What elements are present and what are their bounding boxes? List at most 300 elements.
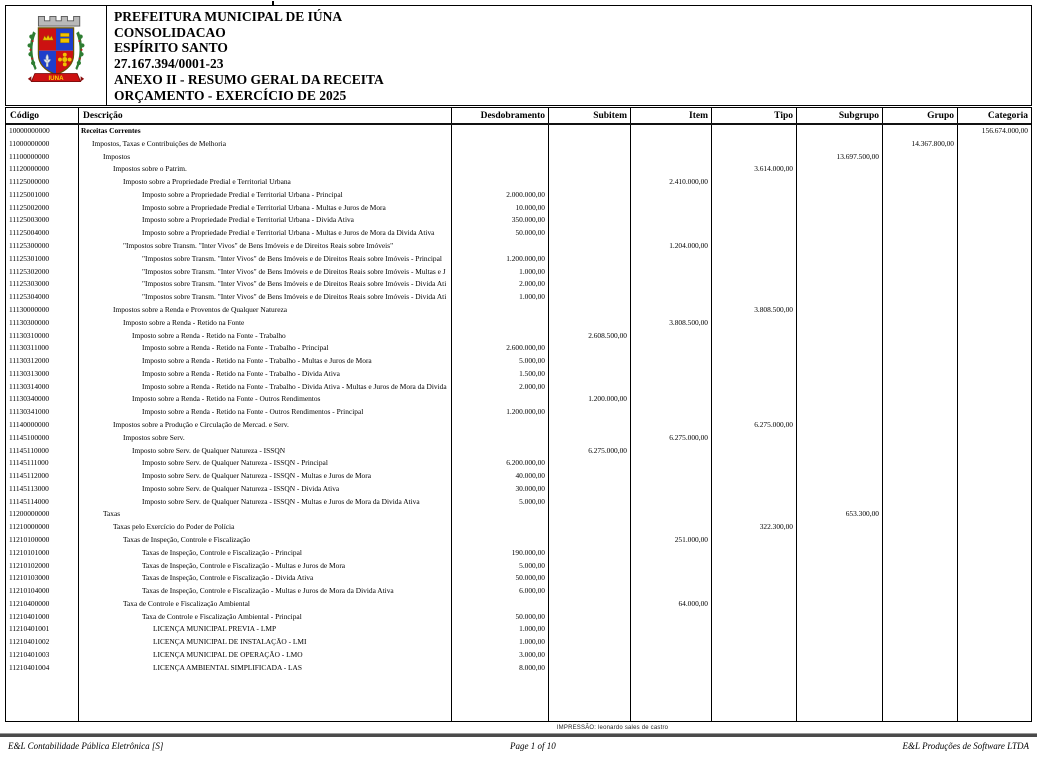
- row-grupo-value: [883, 368, 958, 381]
- row-descricao-cell: [79, 547, 452, 560]
- row-categoria-value: [958, 393, 1031, 406]
- row-descricao-cell: [79, 611, 452, 624]
- row-desdobramento-value: 50.000,00: [452, 611, 549, 624]
- table-row: [6, 598, 1031, 611]
- table-row: [6, 636, 1031, 649]
- row-categoria-value: [958, 534, 1031, 547]
- row-codigo: 11210401002: [6, 636, 79, 649]
- row-desdobramento-value: 5.000,00: [452, 496, 549, 509]
- row-grupo-value: [883, 432, 958, 445]
- row-subgrupo-value: [797, 636, 883, 649]
- row-descricao: Impostos sobre Serv.: [123, 432, 185, 442]
- row-subitem-value: [549, 266, 631, 279]
- row-tipo-value: [712, 317, 797, 330]
- row-descricao-cell: [79, 304, 452, 317]
- row-codigo: 11130340000: [6, 393, 79, 406]
- row-descricao: "Impostos sobre Transm. "Inter Vivos" de Bens Imóveis e de Direitos Reais sobre Imóveis - Multas e J: [142, 266, 446, 276]
- row-codigo: 11145112000: [6, 470, 79, 483]
- row-descricao-cell: [79, 125, 452, 138]
- row-grupo-value: [883, 176, 958, 189]
- row-categoria-value: [958, 266, 1031, 279]
- table-row: [6, 406, 1031, 419]
- row-grupo-value: [883, 304, 958, 317]
- column-header-subgrupo: Subgrupo: [797, 108, 883, 123]
- row-descricao-cell: [79, 419, 452, 432]
- row-subgrupo-value: [797, 406, 883, 419]
- row-desdobramento-value: [452, 163, 549, 176]
- row-subitem-value: [549, 342, 631, 355]
- row-subitem-value: [549, 176, 631, 189]
- row-item-value: [631, 278, 712, 291]
- row-codigo: 11210104000: [6, 585, 79, 598]
- row-tipo-value: [712, 649, 797, 662]
- row-desdobramento-value: [452, 317, 549, 330]
- row-codigo: 11100000000: [6, 151, 79, 164]
- row-categoria-value: [958, 214, 1031, 227]
- row-desdobramento-value: [452, 393, 549, 406]
- row-codigo: 11210102000: [6, 560, 79, 573]
- table-row: [6, 381, 1031, 394]
- table-row: [6, 457, 1031, 470]
- row-descricao-cell: [79, 138, 452, 151]
- table-row: [6, 138, 1031, 151]
- table-row: [6, 611, 1031, 624]
- row-desdobramento-value: [452, 151, 549, 164]
- row-descricao: LICENÇA MUNICIPAL DE INSTALAÇÃO - LMI: [153, 637, 307, 647]
- row-desdobramento-value: 2.600.000,00: [452, 342, 549, 355]
- table-row: [6, 317, 1031, 330]
- row-tipo-value: [712, 662, 797, 675]
- row-codigo: 11130313000: [6, 368, 79, 381]
- row-categoria-value: [958, 496, 1031, 509]
- table-row: [6, 291, 1031, 304]
- table-row: [6, 227, 1031, 240]
- row-tipo-value: [712, 636, 797, 649]
- row-desdobramento-value: 6.200.000,00: [452, 457, 549, 470]
- row-codigo: 11210103000: [6, 572, 79, 585]
- row-subgrupo-value: [797, 330, 883, 343]
- row-codigo: 11145113000: [6, 483, 79, 496]
- row-codigo: 11130311000: [6, 342, 79, 355]
- table-body: [6, 125, 1031, 721]
- row-item-value: [631, 202, 712, 215]
- row-desdobramento-value: [452, 534, 549, 547]
- table-row: [6, 355, 1031, 368]
- table-row: [6, 483, 1031, 496]
- empty-cell: [452, 675, 549, 721]
- table-header-row: [6, 108, 1031, 125]
- row-tipo-value: [712, 496, 797, 509]
- row-item-value: 2.410.000,00: [631, 176, 712, 189]
- row-descricao-cell: [79, 151, 452, 164]
- row-item-value: [631, 355, 712, 368]
- row-subitem-value: [549, 151, 631, 164]
- row-categoria-value: [958, 623, 1031, 636]
- row-grupo-value: [883, 496, 958, 509]
- row-codigo: 11120000000: [6, 163, 79, 176]
- row-subitem-value: [549, 470, 631, 483]
- row-descricao: Imposto sobre a Renda - Retido na Fonte - Outros Rendimentos: [132, 394, 321, 404]
- row-item-value: [631, 214, 712, 227]
- row-grupo-value: [883, 291, 958, 304]
- row-item-value: [631, 662, 712, 675]
- empty-cell: [797, 675, 883, 721]
- row-desdobramento-value: [452, 445, 549, 458]
- row-subgrupo-value: [797, 393, 883, 406]
- row-subitem-value: 1.200.000,00: [549, 393, 631, 406]
- table-row: [6, 496, 1031, 509]
- row-grupo-value: [883, 317, 958, 330]
- page-footer: [0, 741, 1037, 751]
- row-subgrupo-value: [797, 176, 883, 189]
- row-descricao-cell: [79, 381, 452, 394]
- row-desdobramento-value: 40.000,00: [452, 470, 549, 483]
- logo-cell: [6, 6, 107, 105]
- table-row: [6, 662, 1031, 675]
- empty-cell: [712, 675, 797, 721]
- row-grupo-value: [883, 214, 958, 227]
- row-codigo: 11130341000: [6, 406, 79, 419]
- row-subitem-value: [549, 636, 631, 649]
- row-item-value: [631, 649, 712, 662]
- row-subgrupo-value: [797, 291, 883, 304]
- row-categoria-value: [958, 278, 1031, 291]
- row-descricao: Imposto sobre a Propriedade Predial e Territorial Urbana - Multas e Juros de Mora da Divida Ativa: [142, 228, 435, 238]
- table-row: [6, 266, 1031, 279]
- row-tipo-value: [712, 240, 797, 253]
- row-codigo: 11125003000: [6, 214, 79, 227]
- row-descricao: "Impostos sobre Transm. "Inter Vivos" de Bens Imóveis e de Direitos Reais sobre Imóveis - Divida Ati: [142, 292, 447, 302]
- row-categoria-value: [958, 457, 1031, 470]
- row-subgrupo-value: [797, 496, 883, 509]
- report-title: ANEXO II - RESUMO GERAL DA RECEITA: [114, 71, 384, 87]
- row-descricao: Imposto sobre a Propriedade Predial e Territorial Urbana - Multas e Juros de Mora: [142, 202, 386, 212]
- row-descricao-cell: [79, 534, 452, 547]
- row-item-value: [631, 163, 712, 176]
- row-tipo-value: [712, 534, 797, 547]
- row-item-value: [631, 381, 712, 394]
- row-tipo-value: [712, 406, 797, 419]
- entity-name: CONSOLIDACAO: [114, 24, 226, 40]
- row-subitem-value: [549, 278, 631, 291]
- row-descricao-cell: [79, 342, 452, 355]
- row-descricao: Imposto sobre a Propriedade Predial e Territorial Urbana: [123, 177, 291, 187]
- row-codigo: 11210000000: [6, 521, 79, 534]
- row-categoria-value: [958, 227, 1031, 240]
- table-row: [6, 330, 1031, 343]
- empty-cell: [631, 675, 712, 721]
- row-descricao-cell: [79, 266, 452, 279]
- row-tipo-value: [712, 560, 797, 573]
- logo-banner-text: IUNA: [48, 74, 64, 82]
- column-header-item: Item: [631, 108, 712, 123]
- row-subitem-value: [549, 381, 631, 394]
- row-categoria-value: [958, 662, 1031, 675]
- municipal-coat-of-arms: [12, 12, 100, 100]
- row-tipo-value: [712, 189, 797, 202]
- row-descricao: Taxas de Inspeção, Controle e Fiscalização: [123, 535, 251, 544]
- row-desdobramento-value: [452, 508, 549, 521]
- footer-page-number: Page 1 of 10: [510, 741, 556, 751]
- row-subitem-value: [549, 457, 631, 470]
- table-row: [6, 253, 1031, 266]
- row-categoria-value: [958, 572, 1031, 585]
- row-codigo: 11145114000: [6, 496, 79, 509]
- row-codigo: 11210401003: [6, 649, 79, 662]
- row-descricao-cell: [79, 445, 452, 458]
- table-row: [6, 214, 1031, 227]
- table-row: [6, 432, 1031, 445]
- row-grupo-value: [883, 202, 958, 215]
- row-item-value: [631, 151, 712, 164]
- row-subgrupo-value: [797, 317, 883, 330]
- row-tipo-value: [712, 355, 797, 368]
- row-categoria-value: 156.674.000,00: [981, 126, 1028, 135]
- row-item-value: [631, 138, 712, 151]
- row-subitem-value: [549, 163, 631, 176]
- row-subitem-value: [549, 406, 631, 419]
- row-item-value: [631, 560, 712, 573]
- row-codigo: 11210400000: [6, 598, 79, 611]
- row-descricao: Imposto sobre a Propriedade Predial e Territorial Urbana - Principal: [142, 189, 343, 199]
- row-descricao: Imposto sobre Serv. de Qualquer Natureza - ISSQN: [132, 445, 286, 455]
- row-subgrupo-value: [797, 585, 883, 598]
- footer-company-name: E&L Produções de Software LTDA: [902, 741, 1029, 751]
- row-categoria-value: [958, 585, 1031, 598]
- row-subgrupo-value: [797, 138, 883, 151]
- header-title-block: [107, 6, 384, 105]
- row-subgrupo-value: 653.300,00: [797, 508, 883, 521]
- row-codigo: 11145110000: [6, 445, 79, 458]
- row-subgrupo-value: [797, 189, 883, 202]
- row-subitem-value: [549, 202, 631, 215]
- row-descricao: Impostos, Taxas e Contribuições de Melhoria: [92, 138, 226, 148]
- row-tipo-value: [712, 266, 797, 279]
- table-row: [6, 151, 1031, 164]
- row-categoria-value: [958, 649, 1031, 662]
- row-desdobramento-value: 190.000,00: [452, 547, 549, 560]
- row-desdobramento-value: [452, 304, 549, 317]
- row-tipo-value: [712, 227, 797, 240]
- row-tipo-value: 3.614.000,00: [712, 163, 797, 176]
- row-grupo-value: [883, 521, 958, 534]
- empty-cell: [883, 675, 958, 721]
- row-subgrupo-value: [797, 253, 883, 266]
- row-categoria-value: [958, 406, 1031, 419]
- row-tipo-value: [712, 253, 797, 266]
- empty-cell: [958, 675, 1031, 721]
- row-grupo-value: [883, 534, 958, 547]
- row-subgrupo-value: [797, 214, 883, 227]
- row-grupo-value: [883, 611, 958, 624]
- table-row: [6, 470, 1031, 483]
- row-tipo-value: [712, 202, 797, 215]
- row-tipo-value: [712, 368, 797, 381]
- row-descricao: Impostos sobre a Renda e Proventos de Qualquer Natureza: [113, 304, 288, 314]
- row-descricao: Imposto sobre a Renda - Retido na Fonte - Outros Rendimentos - Principal: [142, 407, 364, 417]
- row-categoria-value: [958, 547, 1031, 560]
- row-descricao: Taxas: [103, 509, 121, 519]
- row-subitem-value: [549, 483, 631, 496]
- row-tipo-value: [712, 508, 797, 521]
- row-item-value: [631, 585, 712, 598]
- row-subgrupo-value: [797, 560, 883, 573]
- row-codigo: 11125301000: [6, 253, 79, 266]
- row-subitem-value: [549, 662, 631, 675]
- row-desdobramento-value: 50.000,00: [452, 227, 549, 240]
- row-item-value: [631, 457, 712, 470]
- row-grupo-value: [883, 227, 958, 240]
- row-codigo: 11000000000: [6, 138, 79, 151]
- row-grupo-value: [883, 662, 958, 675]
- row-descricao: LICENÇA AMBIENTAL SIMPLIFICADA - LAS: [153, 662, 303, 672]
- row-descricao: Impostos sobre o Patrim.: [113, 164, 187, 174]
- row-descricao-cell: [79, 176, 452, 189]
- row-item-value: [631, 189, 712, 202]
- row-descricao-cell: [79, 355, 452, 368]
- row-categoria-value: [958, 253, 1031, 266]
- row-grupo-value: [883, 598, 958, 611]
- row-subitem-value: [549, 547, 631, 560]
- row-item-value: [631, 445, 712, 458]
- row-subitem-value: [549, 419, 631, 432]
- row-descricao-cell: [79, 560, 452, 573]
- row-grupo-value: [883, 189, 958, 202]
- row-subgrupo-value: [797, 342, 883, 355]
- row-codigo: 11145111000: [6, 457, 79, 470]
- row-codigo: 10000000000: [6, 125, 79, 138]
- row-codigo: 11130000000: [6, 304, 79, 317]
- row-desdobramento-value: [452, 176, 549, 189]
- table-row: [6, 278, 1031, 291]
- row-desdobramento-value: [452, 598, 549, 611]
- row-subitem-value: [549, 214, 631, 227]
- row-tipo-value: [712, 278, 797, 291]
- row-descricao: "Impostos sobre Transm. "Inter Vivos" de Bens Imóveis e de Direitos Reais sobre Imóveis - Divida Ati: [142, 279, 447, 289]
- row-categoria-value: [958, 330, 1031, 343]
- column-header-descricao: Descrição: [79, 108, 452, 123]
- row-codigo: 11125300000: [6, 240, 79, 253]
- row-descricao-cell: [79, 623, 452, 636]
- row-descricao-cell: [79, 496, 452, 509]
- row-grupo-value: [883, 163, 958, 176]
- row-desdobramento-value: 1.000,00: [452, 623, 549, 636]
- row-grupo-value: [883, 342, 958, 355]
- row-descricao: Imposto sobre a Propriedade Predial e Territorial Urbana - Divida Ativa: [142, 215, 354, 225]
- row-subgrupo-value: [797, 662, 883, 675]
- row-grupo-value: [883, 508, 958, 521]
- row-item-value: [631, 508, 712, 521]
- row-subitem-value: [549, 432, 631, 445]
- state-name: ESPÍRITO SANTO: [114, 40, 228, 56]
- row-item-value: [631, 253, 712, 266]
- revenue-summary-table: [5, 107, 1032, 722]
- row-descricao: Imposto sobre Serv. de Qualquer Natureza - ISSQN - Principal: [142, 458, 328, 468]
- row-tipo-value: [712, 393, 797, 406]
- row-categoria-value: [958, 636, 1031, 649]
- row-subitem-value: [549, 598, 631, 611]
- row-descricao: Taxa de Controle e Fiscalização Ambiental - Principal: [142, 611, 302, 621]
- org-name: PREFEITURA MUNICIPAL DE IÚNA: [114, 9, 343, 24]
- row-descricao: Imposto sobre Serv. de Qualquer Natureza - ISSQN - Multas e Juros de Mora da Divida Ativa: [142, 496, 420, 506]
- row-descricao: Imposto sobre a Renda - Retido na Fonte - Trabalho - Multas e Juros de Mora: [142, 356, 372, 366]
- row-subgrupo-value: [797, 572, 883, 585]
- row-desdobramento-value: 5.000,00: [452, 355, 549, 368]
- row-subitem-value: [549, 585, 631, 598]
- row-grupo-value: [883, 125, 958, 138]
- row-codigo: 11130314000: [6, 381, 79, 394]
- row-item-value: [631, 547, 712, 560]
- footer-divider: [0, 733, 1037, 737]
- row-descricao: "Impostos sobre Transm. "Inter Vivos" de Bens Imóveis e de Direitos Reais sobre Imóveis": [123, 241, 394, 251]
- row-descricao: Taxas de Inspeção, Controle e Fiscalização - Divida Ativa: [142, 573, 314, 583]
- row-grupo-value: [883, 560, 958, 573]
- row-subitem-value: [549, 572, 631, 585]
- row-codigo: 11125004000: [6, 227, 79, 240]
- column-header-codigo: Código: [6, 108, 79, 123]
- row-descricao: Taxa de Controle e Fiscalização Ambiental: [123, 598, 250, 608]
- row-item-value: [631, 291, 712, 304]
- row-item-value: [631, 483, 712, 496]
- row-categoria-value: [958, 560, 1031, 573]
- row-desdobramento-value: 2.000,00: [452, 278, 549, 291]
- row-desdobramento-value: [452, 125, 549, 138]
- row-categoria-value: [958, 304, 1031, 317]
- row-subgrupo-value: [797, 163, 883, 176]
- row-desdobramento-value: [452, 521, 549, 534]
- row-categoria-value: [958, 163, 1031, 176]
- table-row: [6, 368, 1031, 381]
- row-descricao: Imposto sobre Serv. de Qualquer Natureza - ISSQN - Multas e Juros de Mora: [142, 471, 371, 481]
- row-item-value: 1.204.000,00: [631, 240, 712, 253]
- table-row: [6, 534, 1031, 547]
- row-descricao-cell: [79, 317, 452, 330]
- row-subgrupo-value: [797, 304, 883, 317]
- row-descricao-cell: [79, 572, 452, 585]
- empty-cell: [79, 675, 452, 721]
- row-subitem-value: [549, 138, 631, 151]
- row-descricao: Imposto sobre a Renda - Retido na Fonte - Trabalho - Principal: [142, 343, 329, 353]
- row-subgrupo-value: [797, 419, 883, 432]
- row-categoria-value: [958, 189, 1031, 202]
- table-row: [6, 649, 1031, 662]
- row-desdobramento-value: 6.000,00: [452, 585, 549, 598]
- row-subgrupo-value: [797, 202, 883, 215]
- empty-cell: [6, 675, 79, 721]
- row-subgrupo-value: [797, 483, 883, 496]
- row-subgrupo-value: [797, 445, 883, 458]
- row-subgrupo-value: [797, 611, 883, 624]
- row-codigo: 11125303000: [6, 278, 79, 291]
- row-descricao-cell: [79, 202, 452, 215]
- empty-cell: [549, 675, 631, 721]
- row-grupo-value: [883, 445, 958, 458]
- row-subgrupo-value: [797, 623, 883, 636]
- row-subitem-value: [549, 368, 631, 381]
- table-row: [6, 163, 1031, 176]
- row-codigo: 11210401000: [6, 611, 79, 624]
- row-desdobramento-value: 350.000,00: [452, 214, 549, 227]
- row-grupo-value: [883, 151, 958, 164]
- row-subitem-value: [549, 611, 631, 624]
- table-row: [6, 304, 1031, 317]
- row-descricao-cell: [79, 636, 452, 649]
- row-codigo: 11210401001: [6, 623, 79, 636]
- row-descricao: Taxas de Inspeção, Controle e Fiscalização - Multas e Juros de Mora da Divida Ativa: [142, 586, 394, 596]
- row-grupo-value: [883, 457, 958, 470]
- row-item-value: [631, 611, 712, 624]
- row-categoria-value: [958, 381, 1031, 394]
